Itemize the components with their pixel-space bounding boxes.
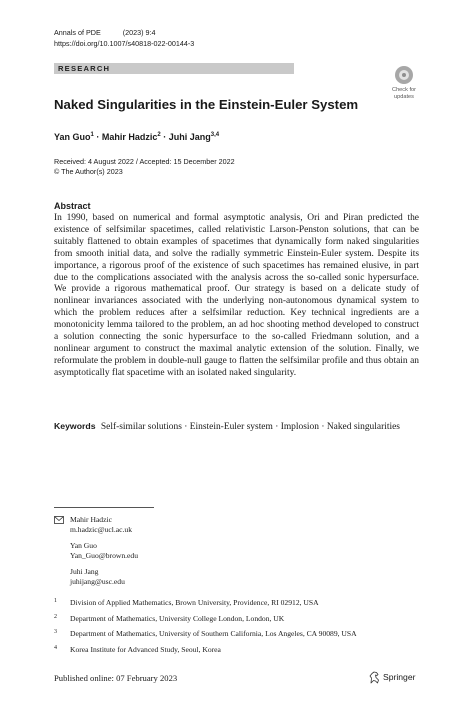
check-updates-icon	[395, 66, 413, 84]
author-list	[54, 129, 219, 143]
author-affiliation-ref: 1	[90, 132, 94, 138]
copyright-notice: © The Author(s) 2023	[54, 167, 123, 176]
check-for-updates-button[interactable]	[386, 66, 422, 106]
published-online-date: Published online: 07 February 2023	[54, 673, 178, 683]
author-separator: ·	[96, 132, 100, 142]
author-separator: ·	[163, 132, 167, 142]
publisher-name: Springer	[383, 672, 416, 682]
affiliation-number: 1	[54, 598, 57, 604]
doi-link[interactable]: https://doi.org/10.1007/s40818-022-00144-3	[54, 39, 195, 48]
author-affiliation-ref: 3,4	[210, 132, 220, 138]
contact-entry	[70, 567, 270, 587]
contact-entry	[70, 515, 270, 535]
author-affiliation-ref: 2	[157, 132, 161, 138]
author-name: Juhi Jang	[168, 132, 211, 142]
affiliation-text: Korea Institute for Advanced Study, Seoul, Korea	[70, 645, 221, 654]
abstract-body: In 1990, based on numerical and formal asymptotic analysis, Ori and Piran predicted the existence of selfsimilar spacetimes, called relativistic Larson-Penston solutions, that can be suitably flattened to obtain examples of spacetimes that dynamically form naked singularities from smooth initial data, and solve the radially symmetric Einstein-Euler system. Despite its importance, a rigorous proof of the existence of such spacetimes has remained elusive, in part due to the complications associated with the analysis across the so-called sonic hypersurface. We provide a rigorous mathematical proof. Our strategy is based on a delicate study of nonlinear invariances associated with the underlying non-autonomous dynamical system to which the problem reduces after a selfsimilar reduction. Key technical ingredients are a monotonicity lemma tailored to the problem, an ad hoc shooting method developed to construct a solution connecting the sonic hypersurface to the so-called Friedmann solution, and a nonlinear argument to construct the maximal analytic extension of the solution. Finally, we reformulate the problem in double-null gauge to flatten the selfsimilar profile and thus obtain an asymptotically flat spacetime with an isolated naked singularity.	[54, 213, 419, 378]
envelope-icon	[54, 516, 64, 524]
journal-citation	[54, 28, 156, 38]
contact-name: Mahir Hadzic	[70, 515, 112, 524]
article-type-band	[54, 63, 294, 74]
contact-entry	[70, 541, 270, 561]
contact-email[interactable]: m.hadzic@ucl.ac.uk	[70, 525, 133, 534]
affiliation-number: 3	[54, 629, 57, 635]
journal-name: Annals of PDE	[54, 28, 101, 37]
affiliation-text: Department of Mathematics, University of Southern California, Los Angeles, CA 90089, USA	[70, 629, 357, 638]
affiliation-number: 4	[54, 645, 57, 651]
affiliation-text: Division of Applied Mathematics, Brown University, Providence, RI 02912, USA	[70, 598, 319, 607]
keywords-block	[54, 421, 419, 434]
contact-name: Yan Guo	[70, 541, 97, 550]
received-accepted-dates: Received: 4 August 2022 / Accepted: 15 December 2022	[54, 157, 235, 166]
check-updates-line1: Check for	[392, 87, 416, 93]
author-name: Yan Guo	[54, 132, 91, 142]
journal-volume: (2023) 9:4	[122, 28, 156, 37]
affiliation-text: Department of Mathematics, University College London, London, UK	[70, 614, 285, 623]
check-updates-line2: updates	[394, 93, 414, 100]
affiliation-number: 2	[54, 614, 57, 620]
author-name: Mahir Hadzic	[101, 132, 158, 142]
keywords-label: Keywords	[54, 421, 96, 431]
footnote-divider	[54, 507, 154, 508]
article-type-label: RESEARCH	[58, 64, 111, 73]
contact-email[interactable]: Yan_Guo@brown.edu	[70, 551, 139, 560]
keywords-text: Self-similar solutions · Einstein-Euler system · Implosion · Naked singularities	[100, 422, 400, 432]
springer-horse-icon	[369, 671, 380, 684]
abstract-heading: Abstract	[54, 201, 91, 211]
check-updates-text	[386, 87, 422, 100]
paper-title: Naked Singularities in the Einstein-Euler System	[54, 97, 359, 112]
contact-name: Juhi Jang	[70, 567, 99, 576]
contact-email[interactable]: juhijang@usc.edu	[70, 577, 125, 586]
